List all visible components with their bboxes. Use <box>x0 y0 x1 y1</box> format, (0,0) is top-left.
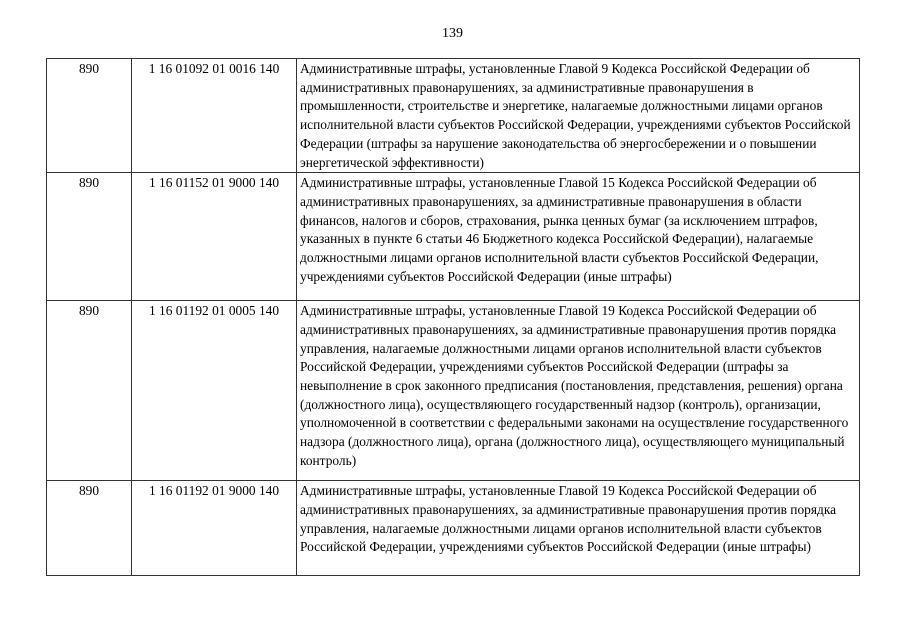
budget-code-table <box>46 58 860 576</box>
description-cell: Административные штрафы, установленные Главой 19 Кодекса Российской Федерации об административных правонарушениях, за административные правонарушения против порядка управления, налагаемые должностными лицами органов исполнительной власти субъектов Российской Федерации, учреждениями субъектов Российской Федерации (иные штрафы) <box>297 481 860 576</box>
table-row <box>47 481 860 576</box>
kbk-code-cell: 1 16 01192 01 9000 140 <box>132 481 297 576</box>
table-row <box>47 173 860 301</box>
admin-code-cell: 890 <box>47 59 132 173</box>
kbk-code-cell: 1 16 01092 01 0016 140 <box>132 59 297 173</box>
table-row <box>47 301 860 481</box>
table-row <box>47 59 860 173</box>
admin-code-cell: 890 <box>47 173 132 301</box>
admin-code-cell: 890 <box>47 301 132 481</box>
kbk-code-cell: 1 16 01152 01 9000 140 <box>132 173 297 301</box>
page-number: 139 <box>442 26 463 41</box>
description-cell: Административные штрафы, установленные Главой 19 Кодекса Российской Федерации об административных правонарушениях, за административные правонарушения против порядка управления, налагаемые должностными лицами органов исполнительной власти субъектов Российской Федерации, учреждениями субъектов Российской Федерации (штрафы за невыполнение в срок законного предписания (постановления, представления, решения) органа (должностного лица), осуществляющего государственный надзор (контроль), организации, уполномоченной в соответствии с федеральными законами на осуществление государственного надзора (должностного лица), органа (должностного лица), осуществляющего муниципальный контроль) <box>297 301 860 481</box>
admin-code-cell: 890 <box>47 481 132 576</box>
description-cell: Административные штрафы, установленные Главой 9 Кодекса Российской Федерации об административных правонарушениях, за административные правонарушения в промышленности, строительстве и энергетике, налагаемые должностными лицами органов исполнительной власти субъектов Российской Федерации, учреждениями субъектов Российской Федерации (штрафы за нарушение законодательства об энергосбережении и о повышении энергетической эффективности) <box>297 59 860 173</box>
description-cell: Административные штрафы, установленные Главой 15 Кодекса Российской Федерации об административных правонарушениях, за административные правонарушения в области финансов, налогов и сборов, страхования, рынка ценных бумаг (за исключением штрафов, указанных в пункте 6 статьи 46 Бюджетного кодекса Российской Федерации), налагаемые должностными лицами органов исполнительной власти субъектов Российской Федерации, учреждениями субъектов Российской Федерации (иные штрафы) <box>297 173 860 301</box>
kbk-code-cell: 1 16 01192 01 0005 140 <box>132 301 297 481</box>
